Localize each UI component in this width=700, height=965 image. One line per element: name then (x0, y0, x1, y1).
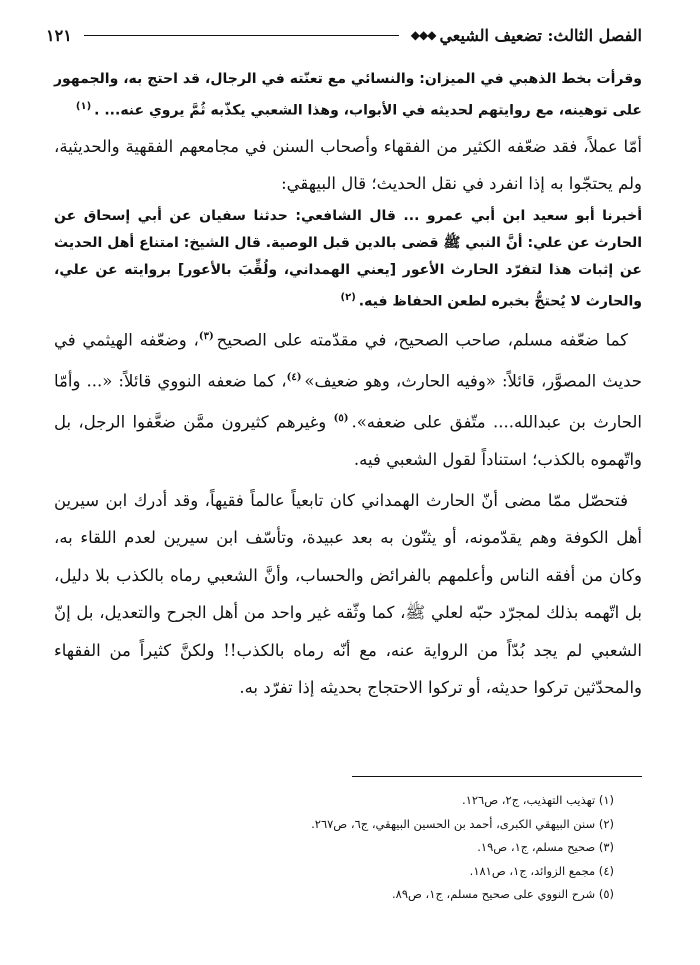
para2-part-a: كما ضعّفه مسلم، صاحب الصحيح، في مقدّمته على الصحيح (216, 330, 628, 350)
footnote-2: (٢) سنن البيهقي الكبرى، أحمد بن الحسين البيهقي، ج٦، ص٢٦٧. (311, 816, 614, 831)
footnote-ref-5[interactable]: (٥) (333, 413, 349, 425)
bayhaqi-quote (54, 203, 642, 316)
chapter-title: الفصل الثالث: تضعيف الشيعي (439, 25, 642, 45)
footnote-4: (٤) مجمع الزوائد، ج١، ص١٨١. (469, 863, 614, 878)
paragraph-practical-weakening: أمّا عملاً، فقد ضعّفه الكثير من الفقهاء وأصحاب السنن في مجامعهم الفقهية والحديثية، ولم يحتجّوا به إذا انفرد في نقل الحديث؛ قال البيهقي: (54, 136, 642, 194)
footnote-ref-2[interactable]: (٢) (340, 291, 356, 303)
page-number: ١٢١ (46, 25, 72, 45)
footnote-3: (٣) صحيح مسلم، ج١، ص١٩. (477, 840, 614, 854)
dhahabi-quote (54, 66, 642, 125)
para2-part-d: وغيرهم كثيرون ممَّن ضعَّفوا الرجل، بل واتّهموه بالكذب؛ استناداً لقول الشعبي فيه. (54, 412, 642, 470)
para2-part-c: ، كما ضعفه النووي قائلاً: «... وأمّا الحارث بن عبدالله.... متّفق على ضعفه». (54, 371, 642, 432)
footnote-ref-4[interactable]: (٤) (286, 372, 302, 384)
footnotes-section (54, 776, 642, 907)
dhahabi-quote-text: وقرأت بخط الذهبي في الميزان: والنسائي مع تعنّته في الرجال، قد احتج به، والجمهور على توهينه، مع روايتهم لحديثه في الأبواب، وهذا الشعبي يكذّبه ثُمَّ يروي عنه... . (54, 71, 642, 119)
running-header (46, 20, 642, 50)
header-rule (84, 35, 399, 36)
bayhaqi-quote-text: أخبرنا أبو سعيد ابن أبي عمرو ... قال الشافعي: حدثنا سفيان عن أبي إسحاق عن الحارث عن علي: أنَّ النبي ﷺ قضى بالدين قبل الوصية. قال الشيخ: امتناع أهل الحديث عن إثبات هذا لتفرّد الحارث الأعور [يعني الهمداني، ولُقِّبَ بالأعور] بروايته عن علي، والحارث لا يُحتجُّ بخبره لطعن الحفاظ فيه. (54, 207, 642, 310)
paragraph-conclusion: فتحصّل ممّا مضى أنّ الحارث الهمداني كان تابعياً عالماً فقيهاً، وقد أدرك ابن سيرين أهل الكوفة وهم يقدّمونه، أو يثنّون به بعد عبيدة، وتأسّف ابن سيرين لعدم اللقاء به، وكان من أفقه الناس وأعلمهم بالفرائض والحساب، وأنَّ الشعبي رماه بالكذب بلا دليل، بل اتّهمه بذلك لمجرّد حبّه لعلي ﷺ، كما وثّقه غير واحد من أهل الجرح والتعديل، بل إنّ الشعبي لم يجد بُدّاً من الرواية عنه، مع أنّه رماه بالكذب!! ولكنَّ كثيراً من الفقهاء والمحدّثين تركوا حديثه، أو تركوا الاحتجاج بحديثه إذا تفرّد به. (54, 490, 642, 698)
page-body (54, 52, 642, 707)
footnote-5: (٥) شرح النووي على صحيح مسلم، ج١، ص٨٩. (391, 887, 614, 901)
paragraph-muslim-haythami-nawawi (54, 318, 642, 479)
footnote-1: (١) تهذيب التهذيب، ج٢، ص١٢٦. (462, 793, 614, 807)
para2-part-b: ، وضعّفه الهيثمي في حديث المصوَّر، قائلاً: «وفيه الحارث، وهو ضعيف» (54, 330, 642, 391)
footnote-ref-3[interactable]: (٣) (198, 331, 214, 343)
footnote-ref-1[interactable]: (١) (75, 101, 92, 112)
diamond-ornament-icon: ◆◆◆ (410, 28, 436, 42)
footnote-separator (352, 776, 642, 777)
